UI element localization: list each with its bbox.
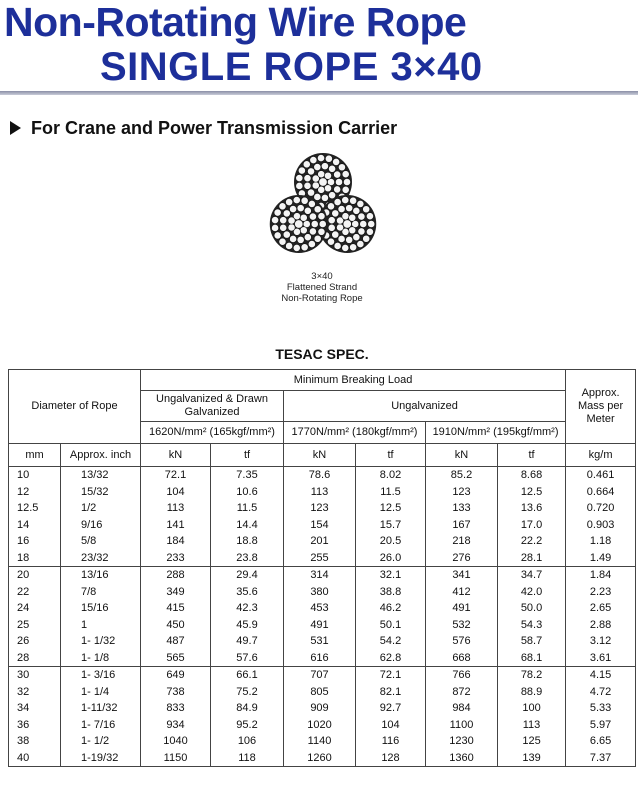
cell-inch: 13/32 xyxy=(61,467,141,484)
cell-tf-1910: 42.0 xyxy=(498,584,566,601)
cell-mm: 12 xyxy=(9,484,61,501)
cell-kn-1620: 415 xyxy=(141,600,211,617)
cell-mass: 2.88 xyxy=(566,617,636,634)
cell-tf-1770: 15.7 xyxy=(356,517,426,534)
cell-kn-1620: 113 xyxy=(141,500,211,517)
cell-tf-1620: 7.35 xyxy=(211,467,284,484)
cell-tf-1620: 95.2 xyxy=(211,717,284,734)
cell-tf-1770: 11.5 xyxy=(356,484,426,501)
cell-tf-1910: 88.9 xyxy=(498,684,566,701)
cell-kn-1770: 707 xyxy=(284,667,356,684)
cell-kn-1770: 154 xyxy=(284,517,356,534)
cell-kn-1910: 341 xyxy=(426,567,498,584)
cell-tf-1620: 14.4 xyxy=(211,517,284,534)
cell-tf-1770: 82.1 xyxy=(356,684,426,701)
table-row xyxy=(9,567,636,584)
cell-tf-1910: 34.7 xyxy=(498,567,566,584)
cell-mass: 5.97 xyxy=(566,717,636,734)
table-row xyxy=(9,667,636,684)
cell-tf-1770: 92.7 xyxy=(356,700,426,717)
cell-mass: 0.461 xyxy=(566,467,636,484)
header-grade-1910: 1910N/mm² (195kgf/mm²) xyxy=(426,422,566,444)
cell-mass: 3.12 xyxy=(566,633,636,650)
cell-kn-1620: 1040 xyxy=(141,733,211,750)
cell-kn-1620: 565 xyxy=(141,650,211,667)
cell-inch: 1-19/32 xyxy=(61,750,141,767)
cell-mass: 7.37 xyxy=(566,750,636,767)
table-row xyxy=(9,733,636,750)
table-row xyxy=(9,700,636,717)
cell-mass: 4.72 xyxy=(566,684,636,701)
cell-kn-1910: 668 xyxy=(426,650,498,667)
cell-kn-1770: 805 xyxy=(284,684,356,701)
cell-kn-1770: 1260 xyxy=(284,750,356,767)
cell-kn-1910: 1100 xyxy=(426,717,498,734)
table-row xyxy=(9,717,636,734)
header-kgm: kg/m xyxy=(566,444,636,467)
cell-kn-1770: 909 xyxy=(284,700,356,717)
header-ungalvanized: Ungalvanized xyxy=(284,391,566,422)
cell-kn-1910: 218 xyxy=(426,533,498,550)
cell-mass: 0.664 xyxy=(566,484,636,501)
cell-mm: 26 xyxy=(9,633,61,650)
cell-inch: 9/16 xyxy=(61,517,141,534)
cell-mass: 0.903 xyxy=(566,517,636,534)
cell-mass: 1.49 xyxy=(566,550,636,567)
cell-kn-1910: 276 xyxy=(426,550,498,567)
page-title-line-1: Non-Rotating Wire Rope xyxy=(4,0,467,45)
wire-rope-cross-section-icon xyxy=(263,150,383,270)
table-row xyxy=(9,600,636,617)
caption-strand-type: Flattened Strand xyxy=(286,282,358,293)
cell-tf-1910: 8.68 xyxy=(498,467,566,484)
cell-kn-1620: 487 xyxy=(141,633,211,650)
page-title-line-2: SINGLE ROPE 3×40 xyxy=(100,45,483,89)
header-tf-1: tf xyxy=(211,444,284,467)
cell-mm: 14 xyxy=(9,517,61,534)
cell-tf-1910: 28.1 xyxy=(498,550,566,567)
cell-kn-1620: 1150 xyxy=(141,750,211,767)
cell-inch: 1- 7/16 xyxy=(61,717,141,734)
triangle-bullet-icon xyxy=(10,121,21,135)
cell-kn-1910: 872 xyxy=(426,684,498,701)
cell-kn-1910: 491 xyxy=(426,600,498,617)
cell-tf-1910: 22.2 xyxy=(498,533,566,550)
cell-kn-1910: 167 xyxy=(426,517,498,534)
cell-kn-1910: 133 xyxy=(426,500,498,517)
cell-kn-1770: 616 xyxy=(284,650,356,667)
cell-inch: 7/8 xyxy=(61,584,141,601)
cell-tf-1770: 12.5 xyxy=(356,500,426,517)
cell-kn-1770: 491 xyxy=(284,617,356,634)
cell-inch: 1- 3/16 xyxy=(61,667,141,684)
table-row xyxy=(9,517,636,534)
table-row xyxy=(9,750,636,767)
cell-mass: 2.65 xyxy=(566,600,636,617)
cell-kn-1620: 738 xyxy=(141,684,211,701)
cell-tf-1620: 57.6 xyxy=(211,650,284,667)
header-kn-1: kN xyxy=(141,444,211,467)
table-row xyxy=(9,500,636,517)
cell-mass: 0.720 xyxy=(566,500,636,517)
cell-tf-1910: 113 xyxy=(498,717,566,734)
header-mass: Approx. Mass per Meter xyxy=(566,370,636,444)
cell-kn-1770: 314 xyxy=(284,567,356,584)
cell-tf-1910: 100 xyxy=(498,700,566,717)
cell-tf-1770: 116 xyxy=(356,733,426,750)
cell-kn-1910: 1360 xyxy=(426,750,498,767)
cell-tf-1620: 45.9 xyxy=(211,617,284,634)
cell-tf-1910: 13.6 xyxy=(498,500,566,517)
header-diameter: Diameter of Rope xyxy=(9,370,141,444)
cell-kn-1910: 412 xyxy=(426,584,498,601)
cell-kn-1620: 233 xyxy=(141,550,211,567)
header-kn-3: kN xyxy=(426,444,498,467)
cell-mass: 5.33 xyxy=(566,700,636,717)
cell-mm: 34 xyxy=(9,700,61,717)
figure-caption xyxy=(222,271,422,304)
cell-tf-1910: 17.0 xyxy=(498,517,566,534)
cell-kn-1770: 255 xyxy=(284,550,356,567)
cell-kn-1910: 123 xyxy=(426,484,498,501)
cell-kn-1910: 532 xyxy=(426,617,498,634)
cell-tf-1620: 118 xyxy=(211,750,284,767)
cell-inch: 15/32 xyxy=(61,484,141,501)
cell-tf-1620: 42.3 xyxy=(211,600,284,617)
cell-inch: 1-11/32 xyxy=(61,700,141,717)
cell-tf-1770: 46.2 xyxy=(356,600,426,617)
caption-rope-type: Non-Rotating Rope xyxy=(281,293,363,304)
header-kn-2: kN xyxy=(284,444,356,467)
cell-tf-1770: 20.5 xyxy=(356,533,426,550)
cell-kn-1620: 934 xyxy=(141,717,211,734)
cell-tf-1910: 125 xyxy=(498,733,566,750)
header-ungalv-drawn: Ungalvanized & Drawn Galvanized xyxy=(141,391,284,422)
header-grade-1770: 1770N/mm² (180kgf/mm²) xyxy=(284,422,426,444)
section-heading xyxy=(10,118,397,139)
cell-inch: 1- 1/8 xyxy=(61,650,141,667)
cell-mass: 4.15 xyxy=(566,667,636,684)
cell-mass: 6.65 xyxy=(566,733,636,750)
cell-mm: 18 xyxy=(9,550,61,567)
cell-mm: 32 xyxy=(9,684,61,701)
cell-mm: 22 xyxy=(9,584,61,601)
table-row xyxy=(9,533,636,550)
cell-mass: 3.61 xyxy=(566,650,636,667)
cell-mass: 2.23 xyxy=(566,584,636,601)
cell-inch: 1- 1/32 xyxy=(61,633,141,650)
cell-kn-1910: 766 xyxy=(426,667,498,684)
cell-kn-1910: 1230 xyxy=(426,733,498,750)
header-tf-2: tf xyxy=(356,444,426,467)
cell-kn-1770: 78.6 xyxy=(284,467,356,484)
header-grade-1620: 1620N/mm² (165kgf/mm²) xyxy=(141,422,284,444)
cell-mm: 12.5 xyxy=(9,500,61,517)
table-row xyxy=(9,650,636,667)
cell-tf-1910: 68.1 xyxy=(498,650,566,667)
cell-kn-1620: 184 xyxy=(141,533,211,550)
cell-inch: 1/2 xyxy=(61,500,141,517)
cell-kn-1770: 1140 xyxy=(284,733,356,750)
cell-inch: 23/32 xyxy=(61,550,141,567)
cell-tf-1770: 104 xyxy=(356,717,426,734)
cell-tf-1620: 35.6 xyxy=(211,584,284,601)
cell-mass: 1.18 xyxy=(566,533,636,550)
header-mm: mm xyxy=(9,444,61,467)
cell-kn-1620: 349 xyxy=(141,584,211,601)
cell-inch: 5/8 xyxy=(61,533,141,550)
cell-tf-1770: 72.1 xyxy=(356,667,426,684)
header-inch: Approx. inch xyxy=(61,444,141,467)
cell-mm: 36 xyxy=(9,717,61,734)
table-row xyxy=(9,617,636,634)
cell-kn-1620: 450 xyxy=(141,617,211,634)
cell-kn-1770: 123 xyxy=(284,500,356,517)
section-heading-text: For Crane and Power Transmission Carrier xyxy=(31,118,398,138)
cell-kn-1620: 72.1 xyxy=(141,467,211,484)
cell-mass: 1.84 xyxy=(566,567,636,584)
cell-tf-1770: 128 xyxy=(356,750,426,767)
cell-tf-1770: 50.1 xyxy=(356,617,426,634)
table-row xyxy=(9,484,636,501)
table-row xyxy=(9,584,636,601)
cell-inch: 1- 1/4 xyxy=(61,684,141,701)
cell-tf-1620: 84.9 xyxy=(211,700,284,717)
cell-tf-1910: 12.5 xyxy=(498,484,566,501)
cell-tf-1620: 10.6 xyxy=(211,484,284,501)
cell-tf-1620: 75.2 xyxy=(211,684,284,701)
cell-tf-1910: 54.3 xyxy=(498,617,566,634)
table-row xyxy=(9,684,636,701)
cell-mm: 38 xyxy=(9,733,61,750)
cell-tf-1620: 29.4 xyxy=(211,567,284,584)
cell-mm: 16 xyxy=(9,533,61,550)
cell-mm: 28 xyxy=(9,650,61,667)
cell-kn-1910: 984 xyxy=(426,700,498,717)
cell-tf-1910: 139 xyxy=(498,750,566,767)
cell-kn-1770: 113 xyxy=(284,484,356,501)
cell-kn-1770: 531 xyxy=(284,633,356,650)
cell-tf-1620: 11.5 xyxy=(211,500,284,517)
header-tf-3: tf xyxy=(498,444,566,467)
cell-inch: 15/16 xyxy=(61,600,141,617)
header-divider xyxy=(0,91,638,95)
cell-mm: 24 xyxy=(9,600,61,617)
cell-tf-1770: 26.0 xyxy=(356,550,426,567)
caption-construction: 3×40 xyxy=(311,271,333,282)
cell-inch: 1 xyxy=(61,617,141,634)
cell-mm: 20 xyxy=(9,567,61,584)
cell-tf-1620: 18.8 xyxy=(211,533,284,550)
cell-kn-1620: 288 xyxy=(141,567,211,584)
cell-tf-1770: 8.02 xyxy=(356,467,426,484)
cell-tf-1770: 32.1 xyxy=(356,567,426,584)
cell-kn-1620: 104 xyxy=(141,484,211,501)
header-min-breaking-load: Minimum Breaking Load xyxy=(141,370,566,391)
cell-tf-1620: 23.8 xyxy=(211,550,284,567)
cell-inch: 13/16 xyxy=(61,567,141,584)
cell-tf-1910: 78.2 xyxy=(498,667,566,684)
cell-kn-1770: 1020 xyxy=(284,717,356,734)
cell-tf-1770: 38.8 xyxy=(356,584,426,601)
spec-table-title: TESAC SPEC. xyxy=(275,346,369,362)
cell-kn-1770: 201 xyxy=(284,533,356,550)
cell-tf-1770: 62.8 xyxy=(356,650,426,667)
cell-tf-1910: 58.7 xyxy=(498,633,566,650)
spec-table xyxy=(8,369,636,767)
cell-kn-1620: 141 xyxy=(141,517,211,534)
table-row xyxy=(9,550,636,567)
table-row xyxy=(9,633,636,650)
cell-mm: 40 xyxy=(9,750,61,767)
table-row xyxy=(9,467,636,484)
cell-tf-1620: 49.7 xyxy=(211,633,284,650)
cell-kn-1620: 649 xyxy=(141,667,211,684)
cell-kn-1910: 85.2 xyxy=(426,467,498,484)
cell-tf-1620: 66.1 xyxy=(211,667,284,684)
cell-kn-1770: 380 xyxy=(284,584,356,601)
cell-inch: 1- 1/2 xyxy=(61,733,141,750)
cell-kn-1770: 453 xyxy=(284,600,356,617)
cell-kn-1910: 576 xyxy=(426,633,498,650)
cell-tf-1620: 106 xyxy=(211,733,284,750)
cell-tf-1910: 50.0 xyxy=(498,600,566,617)
cell-tf-1770: 54.2 xyxy=(356,633,426,650)
cell-mm: 25 xyxy=(9,617,61,634)
cell-mm: 30 xyxy=(9,667,61,684)
cell-mm: 10 xyxy=(9,467,61,484)
cell-kn-1620: 833 xyxy=(141,700,211,717)
